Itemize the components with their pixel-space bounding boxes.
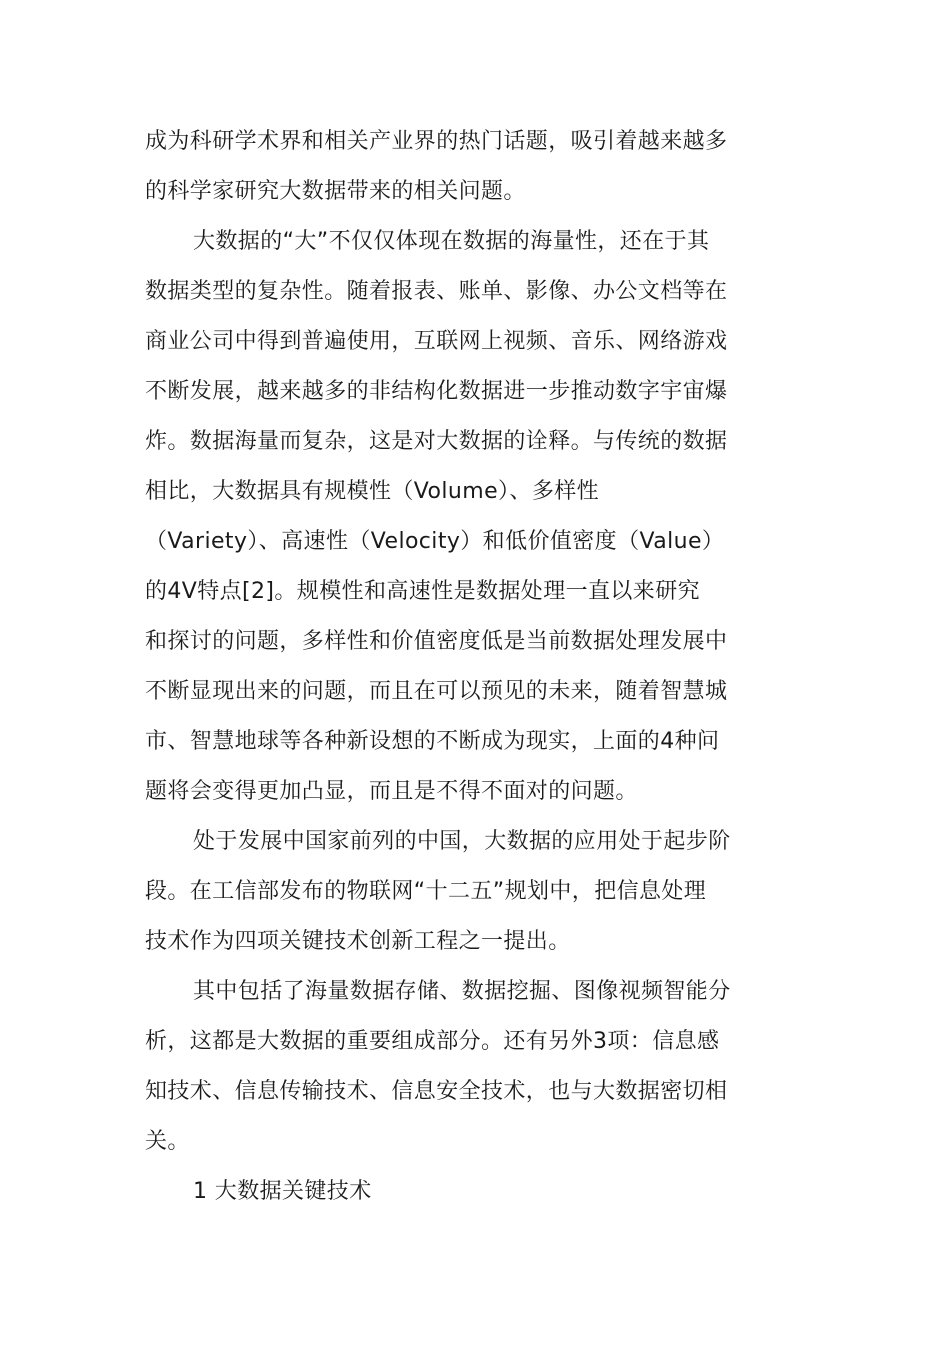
- text-line: 和探讨的问题，多样性和价值密度低是当前数据处理发展中: [145, 629, 728, 654]
- text-line: 析，这都是大数据的重要组成部分。还有另外3项：信息感: [145, 1029, 720, 1054]
- text-line: 的科学家研究大数据带来的相关问题。: [145, 179, 526, 204]
- text-line: 不断发展，越来越多的非结构化数据进一步推动数字宇宙爆: [145, 379, 728, 404]
- text-line: 成为科研学术界和相关产业界的热门话题，吸引着越来越多: [145, 129, 728, 154]
- text-line: 市、智慧地球等各种新设想的不断成为现实，上面的4种问: [145, 729, 720, 754]
- text-line: 不断显现出来的问题，而且在可以预见的未来，随着智慧城: [145, 679, 728, 704]
- text-line: （Variety）、高速性（Velocity）和低价值密度（Value）: [145, 529, 725, 554]
- text-line: 题将会变得更加凸显，而且是不得不面对的问题。: [145, 779, 638, 804]
- text-line: 技术作为四项关键技术创新工程之一提出。: [145, 929, 571, 954]
- text-line: 关。: [145, 1129, 190, 1154]
- text-line: 商业公司中得到普遍使用，互联网上视频、音乐、网络游戏: [145, 329, 728, 354]
- text-line: 炸。数据海量而复杂，这是对大数据的诠释。与传统的数据: [145, 429, 728, 454]
- text-line: 相比，大数据具有规模性（Volume）、多样性: [145, 479, 600, 504]
- paragraph-start-line: 大数据的“大”不仅仅体现在数据的海量性，还在于其: [193, 229, 710, 254]
- section-heading: 1 大数据关键技术: [193, 1179, 372, 1204]
- text-line: 知技术、信息传输技术、信息安全技术，也与大数据密切相: [145, 1079, 728, 1104]
- text-line: 段。在工信部发布的物联网“十二五”规划中，把信息处理: [145, 879, 707, 904]
- paragraph-start-line: 其中包括了海量数据存储、数据挖掘、图像视频智能分: [193, 979, 731, 1004]
- paragraph-start-line: 处于发展中国家前列的中国，大数据的应用处于起步阶: [193, 829, 731, 854]
- text-line: 数据类型的复杂性。随着报表、账单、影像、办公文档等在: [145, 279, 728, 304]
- text-line: 的4V特点[2]。规模性和高速性是数据处理一直以来研究: [145, 579, 701, 604]
